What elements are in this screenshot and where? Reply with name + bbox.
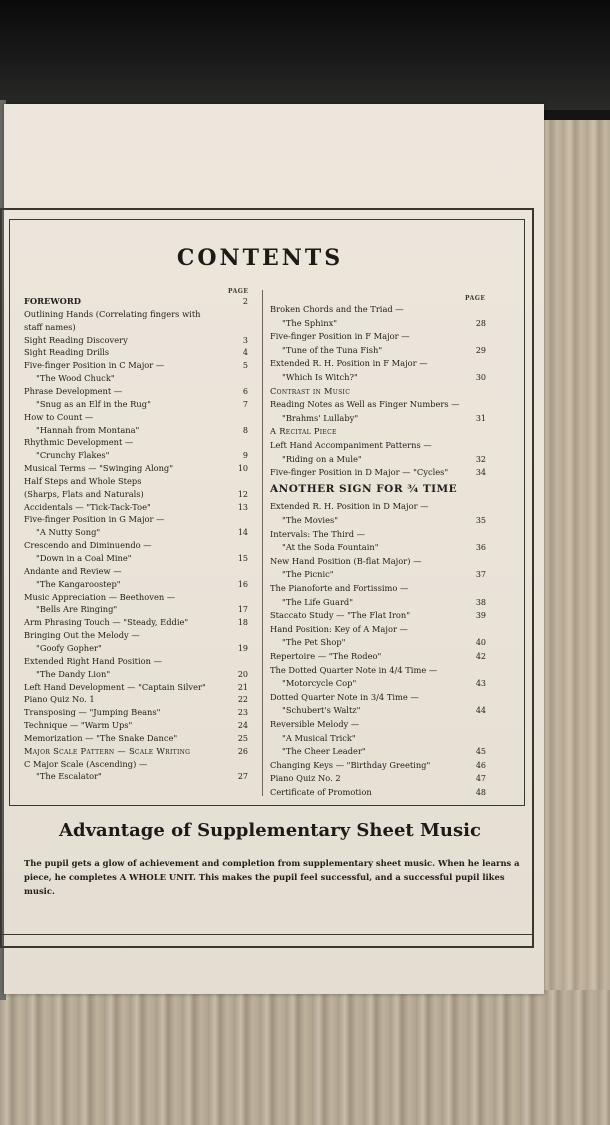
- toc-entry: Outlining Hands (Correlating fingers with: [24, 308, 201, 319]
- toc-entry: "Goofy Gopher": [36, 642, 102, 653]
- toc-entry: Major Scale Pattern — Scale Writing: [24, 745, 191, 756]
- toc-page-number: 30: [475, 373, 486, 382]
- toc-entry: Half Steps and Whole Steps: [24, 475, 142, 486]
- toc-page-number: 48: [475, 788, 486, 797]
- toc-entry: Contrast in Music: [270, 385, 351, 396]
- toc-page-number: 20: [237, 669, 248, 679]
- toc-entry: Five-finger Position in F Major —: [270, 331, 410, 342]
- toc-page-number: 37: [475, 570, 486, 580]
- toc-entry: Extended R. H. Position in D Major —: [270, 501, 429, 512]
- toc-page-number: 27: [237, 772, 248, 782]
- toc-entry: Accidentals — "Tick-Tack-Toe": [24, 501, 151, 512]
- toc-page-number: 18: [237, 618, 248, 628]
- toc-page-number: 10: [237, 464, 248, 474]
- toc-entry: Broken Chords and the Triad —: [270, 304, 404, 314]
- toc-entry: "Down in a Coal Mine": [36, 553, 132, 563]
- contents-title: CONTENTS: [176, 245, 344, 271]
- toc-page-number: 22: [237, 695, 248, 705]
- toc-entry: Music Appreciation — Beethoven —: [24, 591, 176, 602]
- toc-entry: "Riding on a Mule": [282, 453, 362, 464]
- toc-page-number: 35: [475, 516, 486, 525]
- page-column-header-left: PAGE: [228, 288, 249, 295]
- toc-entry: "The Movies": [282, 515, 339, 525]
- toc-entry: Staccato Study — "The Flat Iron": [270, 610, 411, 621]
- toc-page-number: 38: [475, 597, 486, 607]
- toc-page-number: 28: [475, 318, 486, 328]
- toc-page-number: 29: [475, 345, 486, 355]
- advantage-paragraph: The pupil gets a glow of achievement and completion from supplementary sheet music. When he learns a piece, he completes A WHOLE UNIT. This makes the pupil feel successful, and a successful pupil likes music.: [24, 858, 520, 896]
- toc-page-number: 15: [237, 554, 248, 563]
- toc-entry: "Snug as an Elf in the Rug": [36, 398, 151, 409]
- toc-entry: Reading Notes as Well as Finger Numbers —: [270, 399, 460, 410]
- toc-page-number: 44: [475, 706, 486, 716]
- toc-entry: Rhythmic Development —: [24, 437, 134, 448]
- toc-entry: "The Dandy Lion": [36, 668, 111, 679]
- toc-page-number: 6: [242, 386, 248, 396]
- toc-entry: Left Hand Accompaniment Patterns —: [270, 440, 432, 450]
- toc-entry: "Brahms' Lullaby": [282, 412, 359, 423]
- toc-page-number: 12: [237, 489, 248, 499]
- toc-entry: "Tune of the Tuna Fish": [282, 344, 383, 355]
- toc-page-number: 32: [475, 454, 486, 464]
- toc-entry: Piano Quiz No. 1: [24, 694, 95, 705]
- toc-page-number: 39: [475, 611, 486, 621]
- toc-entry: "Schubert's Waltz": [282, 705, 361, 716]
- toc-entry: "Crunchy Flakes": [36, 450, 110, 461]
- toc-page-number: 19: [237, 643, 248, 653]
- toc-entry: "The Picnic": [282, 569, 334, 580]
- toc-entry: Hand Position: Key of A Major —: [270, 623, 408, 634]
- toc-entry: ANOTHER SIGN FOR ¾ TIME: [270, 482, 458, 495]
- toc-entry: Crescendo and Diminuendo —: [24, 540, 152, 551]
- toc-entry: "At the Soda Fountain": [282, 542, 379, 553]
- toc-page-number: 43: [475, 679, 486, 689]
- toc-page-number: 7: [242, 399, 248, 409]
- toc-entry: "The Sphinx": [282, 317, 338, 328]
- toc-entry: Changing Keys — "Birthday Greeting": [270, 759, 431, 770]
- toc-page-number: 23: [237, 708, 248, 718]
- toc-page-number: 13: [237, 502, 248, 512]
- toc-page-number: 14: [237, 528, 248, 538]
- dark-background: [0, 0, 610, 110]
- toc-entry: Left Hand Development — "Captain Silver": [24, 681, 206, 692]
- toc-entry: "The Escalator": [36, 771, 102, 782]
- toc-entry: Reversible Melody —: [270, 719, 360, 729]
- toc-page-number: 16: [237, 579, 248, 589]
- toc-entry: Transposing — "Jumping Beans": [24, 707, 161, 718]
- toc-entry: "Hannah from Montana": [36, 424, 140, 435]
- advantage-heading: Advantage of Supplementary Sheet Music: [59, 820, 481, 841]
- toc-page-number: 26: [237, 746, 248, 756]
- toc-entry: "The Kangaroostep": [36, 578, 121, 589]
- bottom-rule: [2, 934, 532, 935]
- toc-page-number: 42: [475, 652, 486, 661]
- toc-page-number: 40: [475, 638, 486, 648]
- toc-entry: Extended Right Hand Position —: [24, 655, 162, 666]
- toc-page-number: 31: [475, 413, 486, 423]
- toc-entry: The Pianoforte and Fortissimo —: [270, 583, 409, 593]
- toc-entry: Five-finger Position in C Major —: [24, 360, 165, 371]
- toc-entry: Arm Phrasing Touch — "Steady, Eddie": [24, 617, 189, 628]
- toc-page-number: 45: [475, 747, 486, 757]
- toc-entry: "The Wood Chuck": [36, 373, 115, 384]
- toc-entry: Andante and Review —: [24, 565, 122, 576]
- toc-entry: "The Cheer Leader": [282, 746, 366, 757]
- toc-entry: "Bells Are Ringing": [36, 604, 118, 615]
- toc-page-number: 36: [475, 543, 486, 553]
- toc-entry: Repertoire — "The Rodeo": [270, 651, 382, 661]
- page-column-header-right: PAGE: [465, 295, 486, 302]
- toc-page-number: 2: [242, 297, 248, 306]
- toc-entry: Five-finger Position in G Major —: [24, 514, 165, 525]
- toc-entry: "Which Is Witch?": [282, 372, 358, 382]
- toc-entry: New Hand Position (B-flat Major) —: [270, 555, 422, 566]
- contents-border: [9, 219, 525, 806]
- column-divider: [262, 290, 263, 796]
- toc-page-number: 46: [475, 760, 486, 770]
- toc-entry: Certificate of Promotion: [270, 787, 372, 797]
- toc-entry: "A Nutty Song": [36, 527, 101, 538]
- toc-entry: Intervals: The Third —: [270, 528, 365, 539]
- toc-entry: Musical Terms — "Swinging Along": [24, 463, 174, 474]
- toc-page-number: 4: [242, 348, 248, 358]
- toc-entry: Extended R. H. Position in F Major —: [270, 358, 428, 369]
- toc-page-number: 5: [242, 361, 248, 371]
- toc-entry: "Motorcycle Cop": [282, 678, 357, 689]
- toc-page-number: 17: [237, 605, 248, 615]
- toc-entry: FOREWORD: [24, 296, 81, 306]
- toc-entry: (Sharps, Flats and Naturals): [24, 488, 144, 499]
- toc-entry: Dotted Quarter Note in 3/4 Time —: [270, 691, 419, 702]
- toc-page-number: 9: [242, 451, 248, 461]
- toc-page-number: 21: [237, 682, 248, 692]
- toc-entry: Phrase Development —: [24, 385, 123, 396]
- toc-page-number: 25: [237, 733, 248, 743]
- toc-page-number: 8: [242, 425, 248, 435]
- toc-entry: Sight Reading Drills: [24, 347, 110, 358]
- toc-entry: C Major Scale (Ascending) —: [24, 758, 148, 769]
- toc-entry: Sight Reading Discovery: [24, 334, 128, 345]
- toc-entry: Bringing Out the Melody —: [24, 630, 140, 641]
- toc-entry: Piano Quiz No. 2: [270, 773, 341, 784]
- toc-entry: Five-finger Position in D Major — "Cycles": [270, 467, 449, 478]
- toc-entry: "The Pet Shop": [282, 637, 346, 648]
- toc-entry: staff names): [24, 321, 76, 332]
- toc-entry: How to Count —: [24, 411, 94, 422]
- toc-entry: "The Life Guard": [282, 596, 354, 607]
- toc-page-number: 47: [475, 774, 486, 784]
- toc-page-number: 24: [237, 721, 248, 731]
- toc-entry: A Recital Piece: [270, 426, 337, 437]
- toc-entry: The Dotted Quarter Note in 4/4 Time —: [270, 664, 438, 675]
- toc-entry: Technique — "Warm Ups": [24, 720, 133, 731]
- toc-entry: "A Musical Trick": [282, 732, 356, 743]
- wood-surface-bottom: [0, 990, 610, 1125]
- toc-entry: Memorization — "The Snake Dance": [24, 732, 178, 743]
- toc-page-number: 3: [242, 335, 248, 345]
- wood-surface-right: [540, 120, 610, 1125]
- toc-page-number: 34: [475, 468, 486, 478]
